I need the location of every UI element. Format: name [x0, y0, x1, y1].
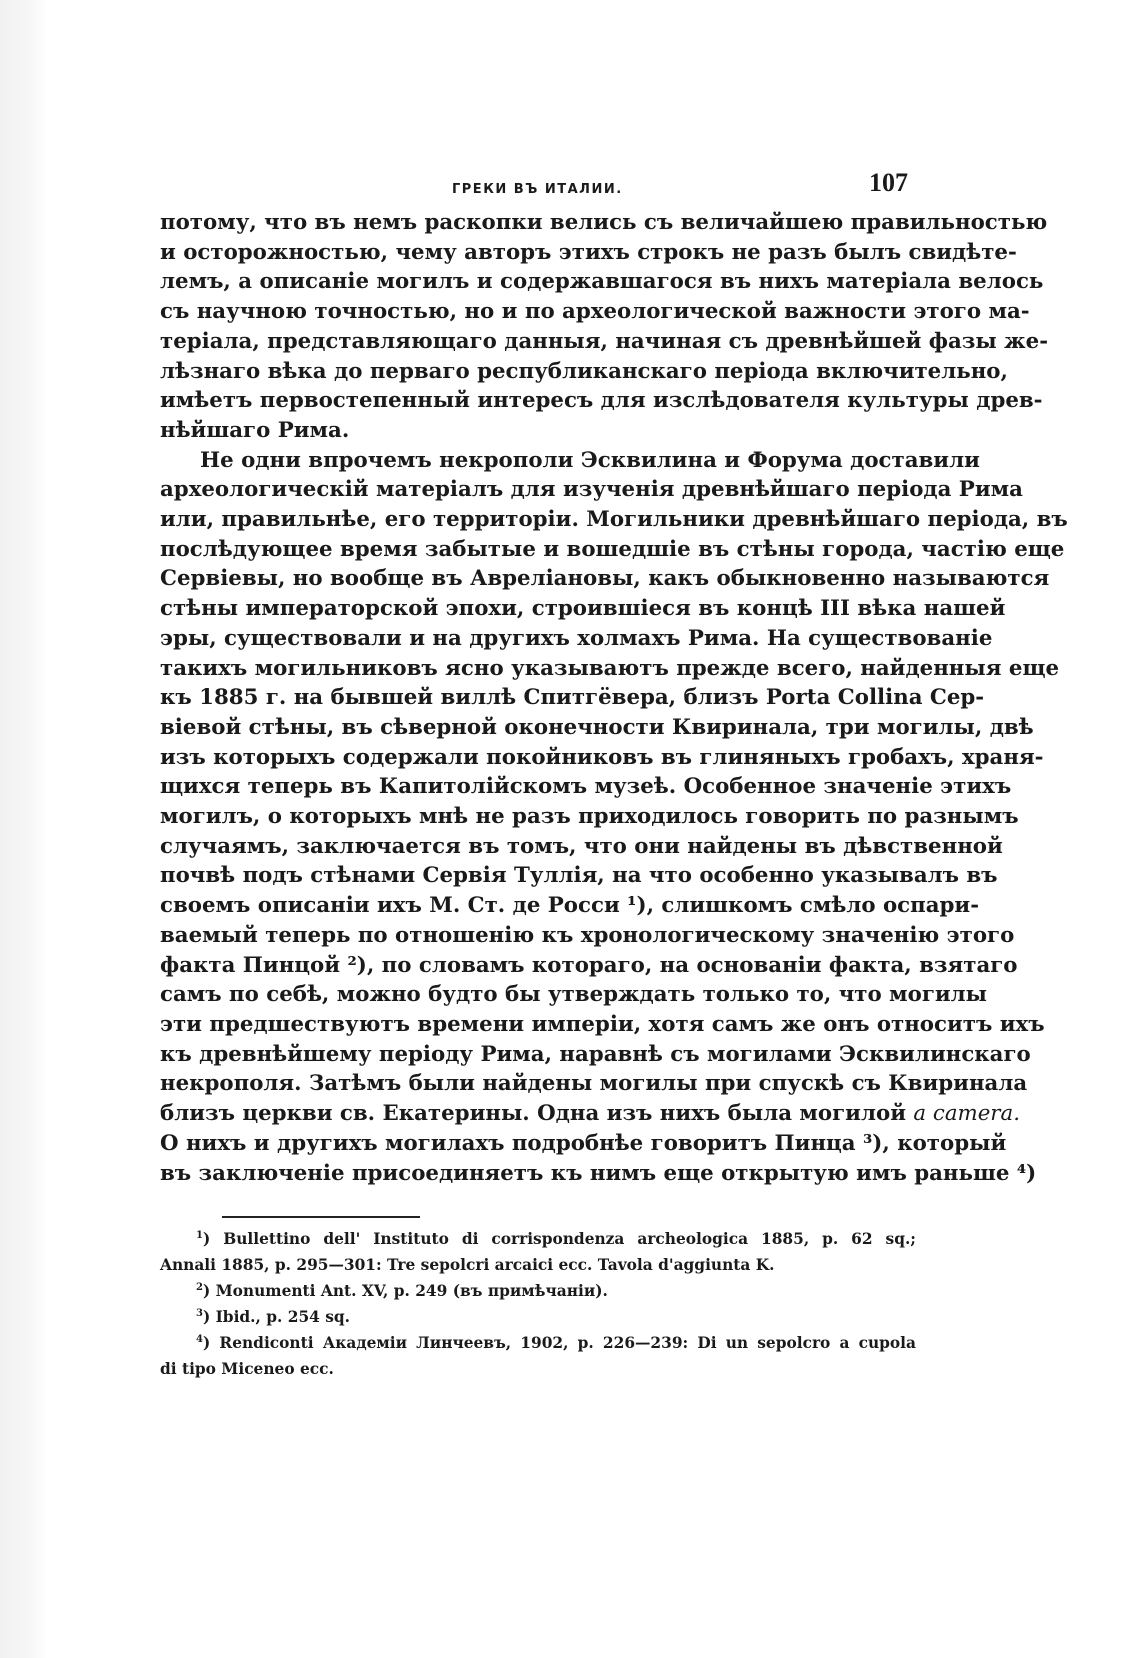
footnote-mark: 3 [196, 1308, 203, 1320]
text-line: щихся теперь въ Капитолійскомъ музеѣ. Особенное значеніе этихъ [160, 774, 1012, 800]
text-line: віевой стѣны, въ сѣверной оконечности Квиринала, три могилы, двѣ [160, 714, 1034, 740]
footnote-text: Rendiconti Академіи Линчеевъ, 1902, p. 226—239: Di un sepolcro a cupola [219, 1334, 916, 1353]
text-line: потому, что въ немъ раскопки велись съ величайшею правильностью [160, 210, 1048, 235]
text-line: въ заключеніе присоединяетъ къ нимъ еще открытую имъ раньше ⁴) [160, 1160, 1037, 1186]
text-line: или, правильнѣе, его территоріи. Могильники древнѣйшаго періода, въ [160, 507, 1068, 533]
text-line: почвѣ подъ стѣнами Сервія Туллія, на что особенно указывалъ въ [160, 863, 998, 889]
text-line: эры, существовали и на другихъ холмахъ Рима. На существованіе [160, 625, 993, 651]
text-line: къ древнѣйшему періоду Рима, наравнѣ съ могилами Эсквилинскаго [160, 1041, 1031, 1067]
text-line: археологическій матеріалъ для изученія древнѣйшаго періода Рима [160, 477, 1023, 503]
text-line: изъ которыхъ содержали покойниковъ въ глиняныхъ гробахъ, храня- [160, 744, 1044, 770]
scan-edge-shadow [0, 0, 48, 1658]
footnote-text: Bullettino dell' Instituto di corrispondenza archeologica 1885, p. 62 sq.; [223, 1230, 916, 1249]
paragraph-2 [160, 446, 1068, 1189]
footnote-2 [160, 1278, 916, 1304]
footnote-text: Ibid., p. 254 sq. [215, 1308, 350, 1327]
text-line: О нихъ и другихъ могилахъ подробнѣе говоритъ Пинца ³), который [160, 1130, 1007, 1156]
italic-phrase: a camera. [913, 1101, 1020, 1127]
text-line: и осторожностью, чему авторъ этихъ строкъ не разъ былъ свидѣте- [160, 239, 1017, 265]
text-line: такихъ могильниковъ ясно указываютъ прежде всего, найденныя еще [160, 655, 1060, 681]
footnote-4 [160, 1330, 916, 1382]
footnote-line: Annali 1885, p. 295—301: Tre sepolcri arcaici ecc. Tavola d'aggiunta K. [160, 1256, 775, 1275]
text-line: теріала, представляющаго данныя, начиная съ древнѣйшей фазы же- [160, 328, 1049, 354]
text-line-with-italic [160, 1099, 1020, 1129]
text-line: Не одни впрочемъ некрополи Эсквилина и Форума доставили [200, 447, 980, 473]
text-line: могилъ, о которыхъ мнѣ не разъ приходилось говорить по разнымъ [160, 804, 1019, 830]
footnote-3 [160, 1304, 916, 1330]
text-line-lead: близъ церкви св. Екатерины. Одна изъ нихъ была могилой [160, 1101, 906, 1127]
text-line: самъ по себѣ, можно будто бы утверждать только то, что могилы [160, 982, 988, 1008]
text-line: стѣны императорской эпохи, строившіеся въ концѣ III вѣка нашей [160, 596, 1006, 622]
running-head [160, 168, 916, 208]
footnotes [160, 1226, 916, 1382]
running-title: ГРЕКИ ВЪ ИТАЛИИ. [452, 182, 623, 197]
text-line: лѣзнаго вѣка до перваго республиканскаго періода включительно, [160, 358, 1008, 384]
footnote-line: di tipo Miceneo ecc. [160, 1360, 334, 1379]
footnote-text: Monumenti Ant. XV, p. 249 (въ примѣчаніи). [215, 1282, 608, 1301]
paragraph-1 [160, 208, 1049, 446]
text-line: эти предшествуютъ времени имперіи, хотя самъ же онъ относитъ ихъ [160, 1011, 1045, 1037]
footnote-rule [222, 1216, 420, 1218]
footnote-1 [160, 1226, 916, 1278]
text-line: имѣетъ первостепенный интересъ для изслѣдователя культуры древ- [160, 388, 1043, 414]
text-line: послѣдующее время забытые и вошедшіе въ стѣны города, частію еще [160, 536, 1065, 562]
text-line: къ 1885 г. на бывшей виллѣ Спитгёвера, близъ Porta Collina Сер- [160, 685, 985, 711]
footnote-mark: 4 [196, 1334, 203, 1346]
text-line: съ научною точностью, но и по археологической важности этого ма- [160, 299, 1030, 325]
footnote-mark: 1 [196, 1230, 203, 1242]
footnote-line: $^3$) Ibid., p. 254 sq. [196, 1308, 350, 1327]
text-line: некрополя. Затѣмъ были найдены могилы при спускѣ съ Квиринала [160, 1071, 1028, 1097]
footnote-line: $^1$) Bullettino dell' Instituto di corrispondenza archeologica 1885, p. 62 sq.; [196, 1230, 916, 1249]
book-page [160, 168, 1068, 1382]
text-line: Сервіевы, но вообще въ Авреліановы, какъ обыкновенно называются [160, 566, 1050, 592]
text-line: факта Пинцой ²), по словамъ котораго, на основаніи факта, взятаго [160, 952, 1018, 978]
body-text [160, 208, 1068, 1188]
text-line: нѣйшаго Рима. [160, 417, 350, 443]
footnote-line: $^4$) Rendiconti Академіи Линчеевъ, 1902, p. 226—239: Di un sepolcro a cupola [196, 1334, 916, 1353]
text-line: лемъ, а описаніе могилъ и содержавшагося въ нихъ матеріала велось [160, 269, 1044, 295]
text-line: случаямъ, заключается въ томъ, что они найдены въ дѣвственной [160, 833, 1003, 859]
footnote-mark: 2 [196, 1282, 203, 1294]
footnote-line: $^2$) Monumenti Ant. XV, p. 249 (въ примѣчаніи). [196, 1282, 608, 1301]
text-line: ваемый теперь по отношенію къ хронологическому значенію этого [160, 922, 1015, 948]
page-number: 107 [869, 168, 908, 197]
text-line: своемъ описаніи ихъ М. Ст. де Росси ¹), слишкомъ смѣло оспари- [160, 893, 980, 919]
